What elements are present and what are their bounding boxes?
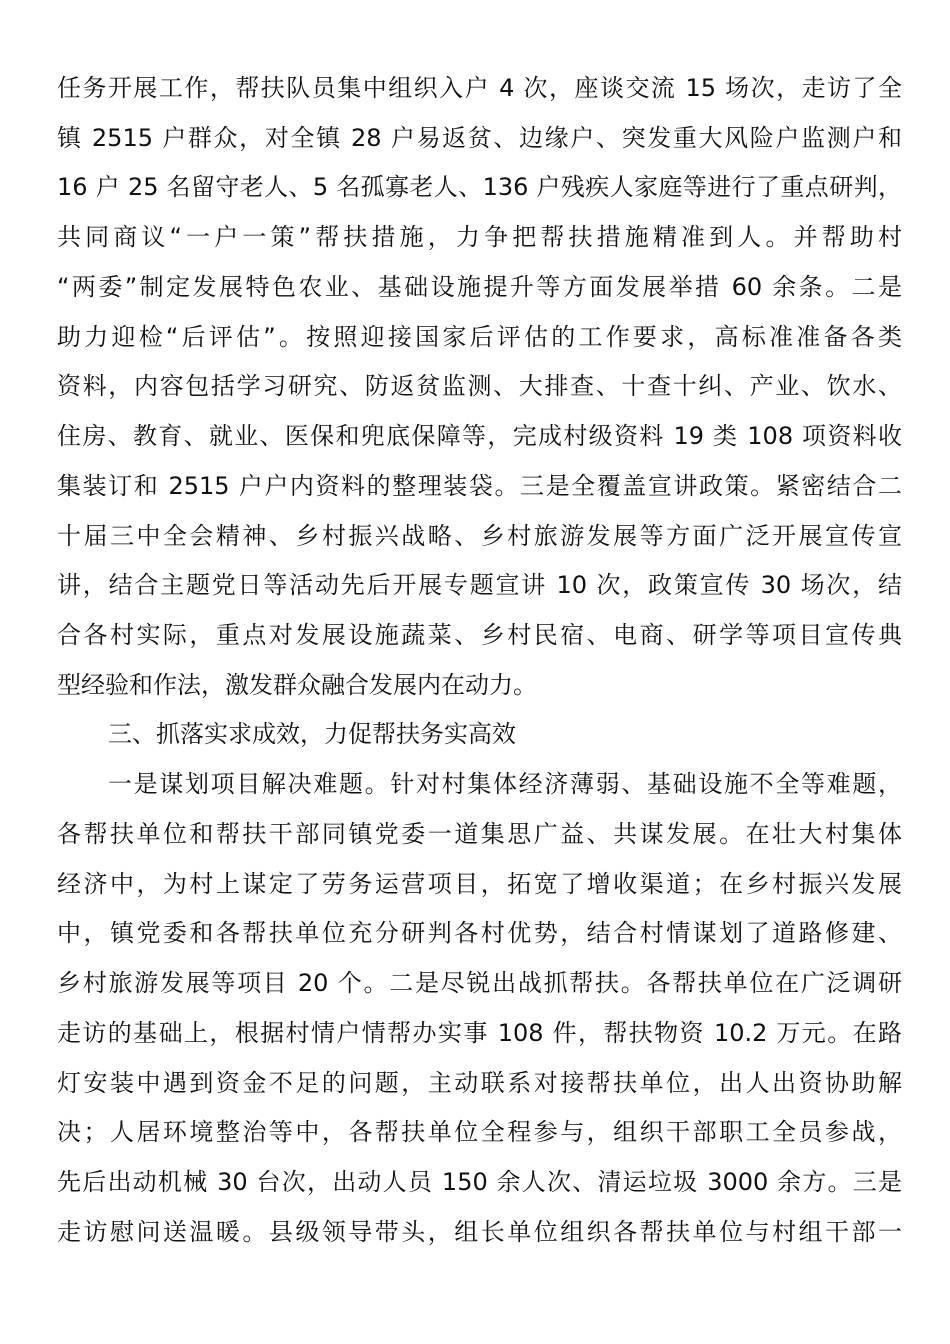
- paragraph-line: 中，镇党委和各帮扶单位充分研判各村优势，结合村情谋划了道路修建、: [57, 919, 902, 947]
- paragraph-line: 十届三中全会精神、乡村振兴战略、乡村旅游发展等方面广泛开展宣传宣: [57, 522, 902, 550]
- paragraph-line: 讲，结合主题党日等活动先后开展专题宣讲 10 次，政策宣传 30 场次，结: [57, 571, 902, 599]
- paragraph-line: 镇 2515 户群众，对全镇 28 户易返贫、边缘户、突发重大风险户监测户和: [57, 124, 902, 152]
- paragraph-line: 灯安装中遇到资金不足的问题，主动联系对接帮扶单位，出人出资协助解: [57, 1069, 902, 1097]
- paragraph-line: 型经验和作法，激发群众融合发展内在动力。: [57, 671, 537, 699]
- paragraph-line: 助力迎检“后评估”。按照迎接国家后评估的工作要求，高标准准备各类: [57, 323, 902, 351]
- paragraph-line: 经济中，为村上谋定了劳务运营项目，拓宽了增收渠道；在乡村振兴发展: [57, 870, 902, 898]
- section-heading: 三、抓落实求成效，力促帮扶务实高效: [108, 720, 516, 748]
- paragraph-line: 走访的基础上，根据村情户情帮办实事 108 件，帮扶物资 10.2 万元。在路: [57, 1019, 902, 1047]
- paragraph-line: 16 户 25 名留守老人、5 名孤寡老人、136 户残疾人家庭等进行了重点研判，: [57, 173, 902, 201]
- paragraph-line: 各帮扶单位和帮扶干部同镇党委一道集思广益、共谋发展。在壮大村集体: [57, 820, 902, 848]
- paragraph-line: 合各村实际，重点对发展设施蔬菜、乡村民宿、电商、研学等项目宣传典: [57, 621, 902, 649]
- paragraph-line: 集装订和 2515 户户内资料的整理装袋。三是全覆盖宣讲政策。紧密结合二: [57, 472, 902, 500]
- paragraph-line: 先后出动机械 30 台次，出动人员 150 余人次、清运垃圾 3000 余方。三是: [57, 1168, 902, 1196]
- paragraph-line: 资料，内容包括学习研究、防返贫监测、大排查、十查十纠、产业、饮水、: [57, 372, 902, 400]
- paragraph-line: 任务开展工作，帮扶队员集中组织入户 4 次，座谈交流 15 场次，走访了全: [57, 74, 902, 102]
- paragraph-line: 决；人居环境整治等中，各帮扶单位全程参与，组织干部职工全员参战，: [57, 1118, 902, 1146]
- paragraph-line: 乡村旅游发展等项目 20 个。二是尽锐出战抓帮扶。各帮扶单位在广泛调研: [57, 969, 902, 997]
- paragraph-line: 共同商议“一户一策”帮扶措施，力争把帮扶措施精准到人。并帮助村: [57, 223, 902, 251]
- paragraph-line: 住房、教育、就业、医保和兜底保障等，完成村级资料 19 类 108 项资料收: [57, 422, 902, 450]
- paragraph-line: “两委”制定发展特色农业、基础设施提升等方面发展举措 60 余条。二是: [57, 273, 902, 301]
- paragraph-line: 一是谋划项目解决难题。针对村集体经济薄弱、基础设施不全等难题，: [108, 770, 902, 798]
- paragraph-line: 走访慰问送温暖。县级领导带头，组长单位组织各帮扶单位与村组干部一: [57, 1218, 902, 1246]
